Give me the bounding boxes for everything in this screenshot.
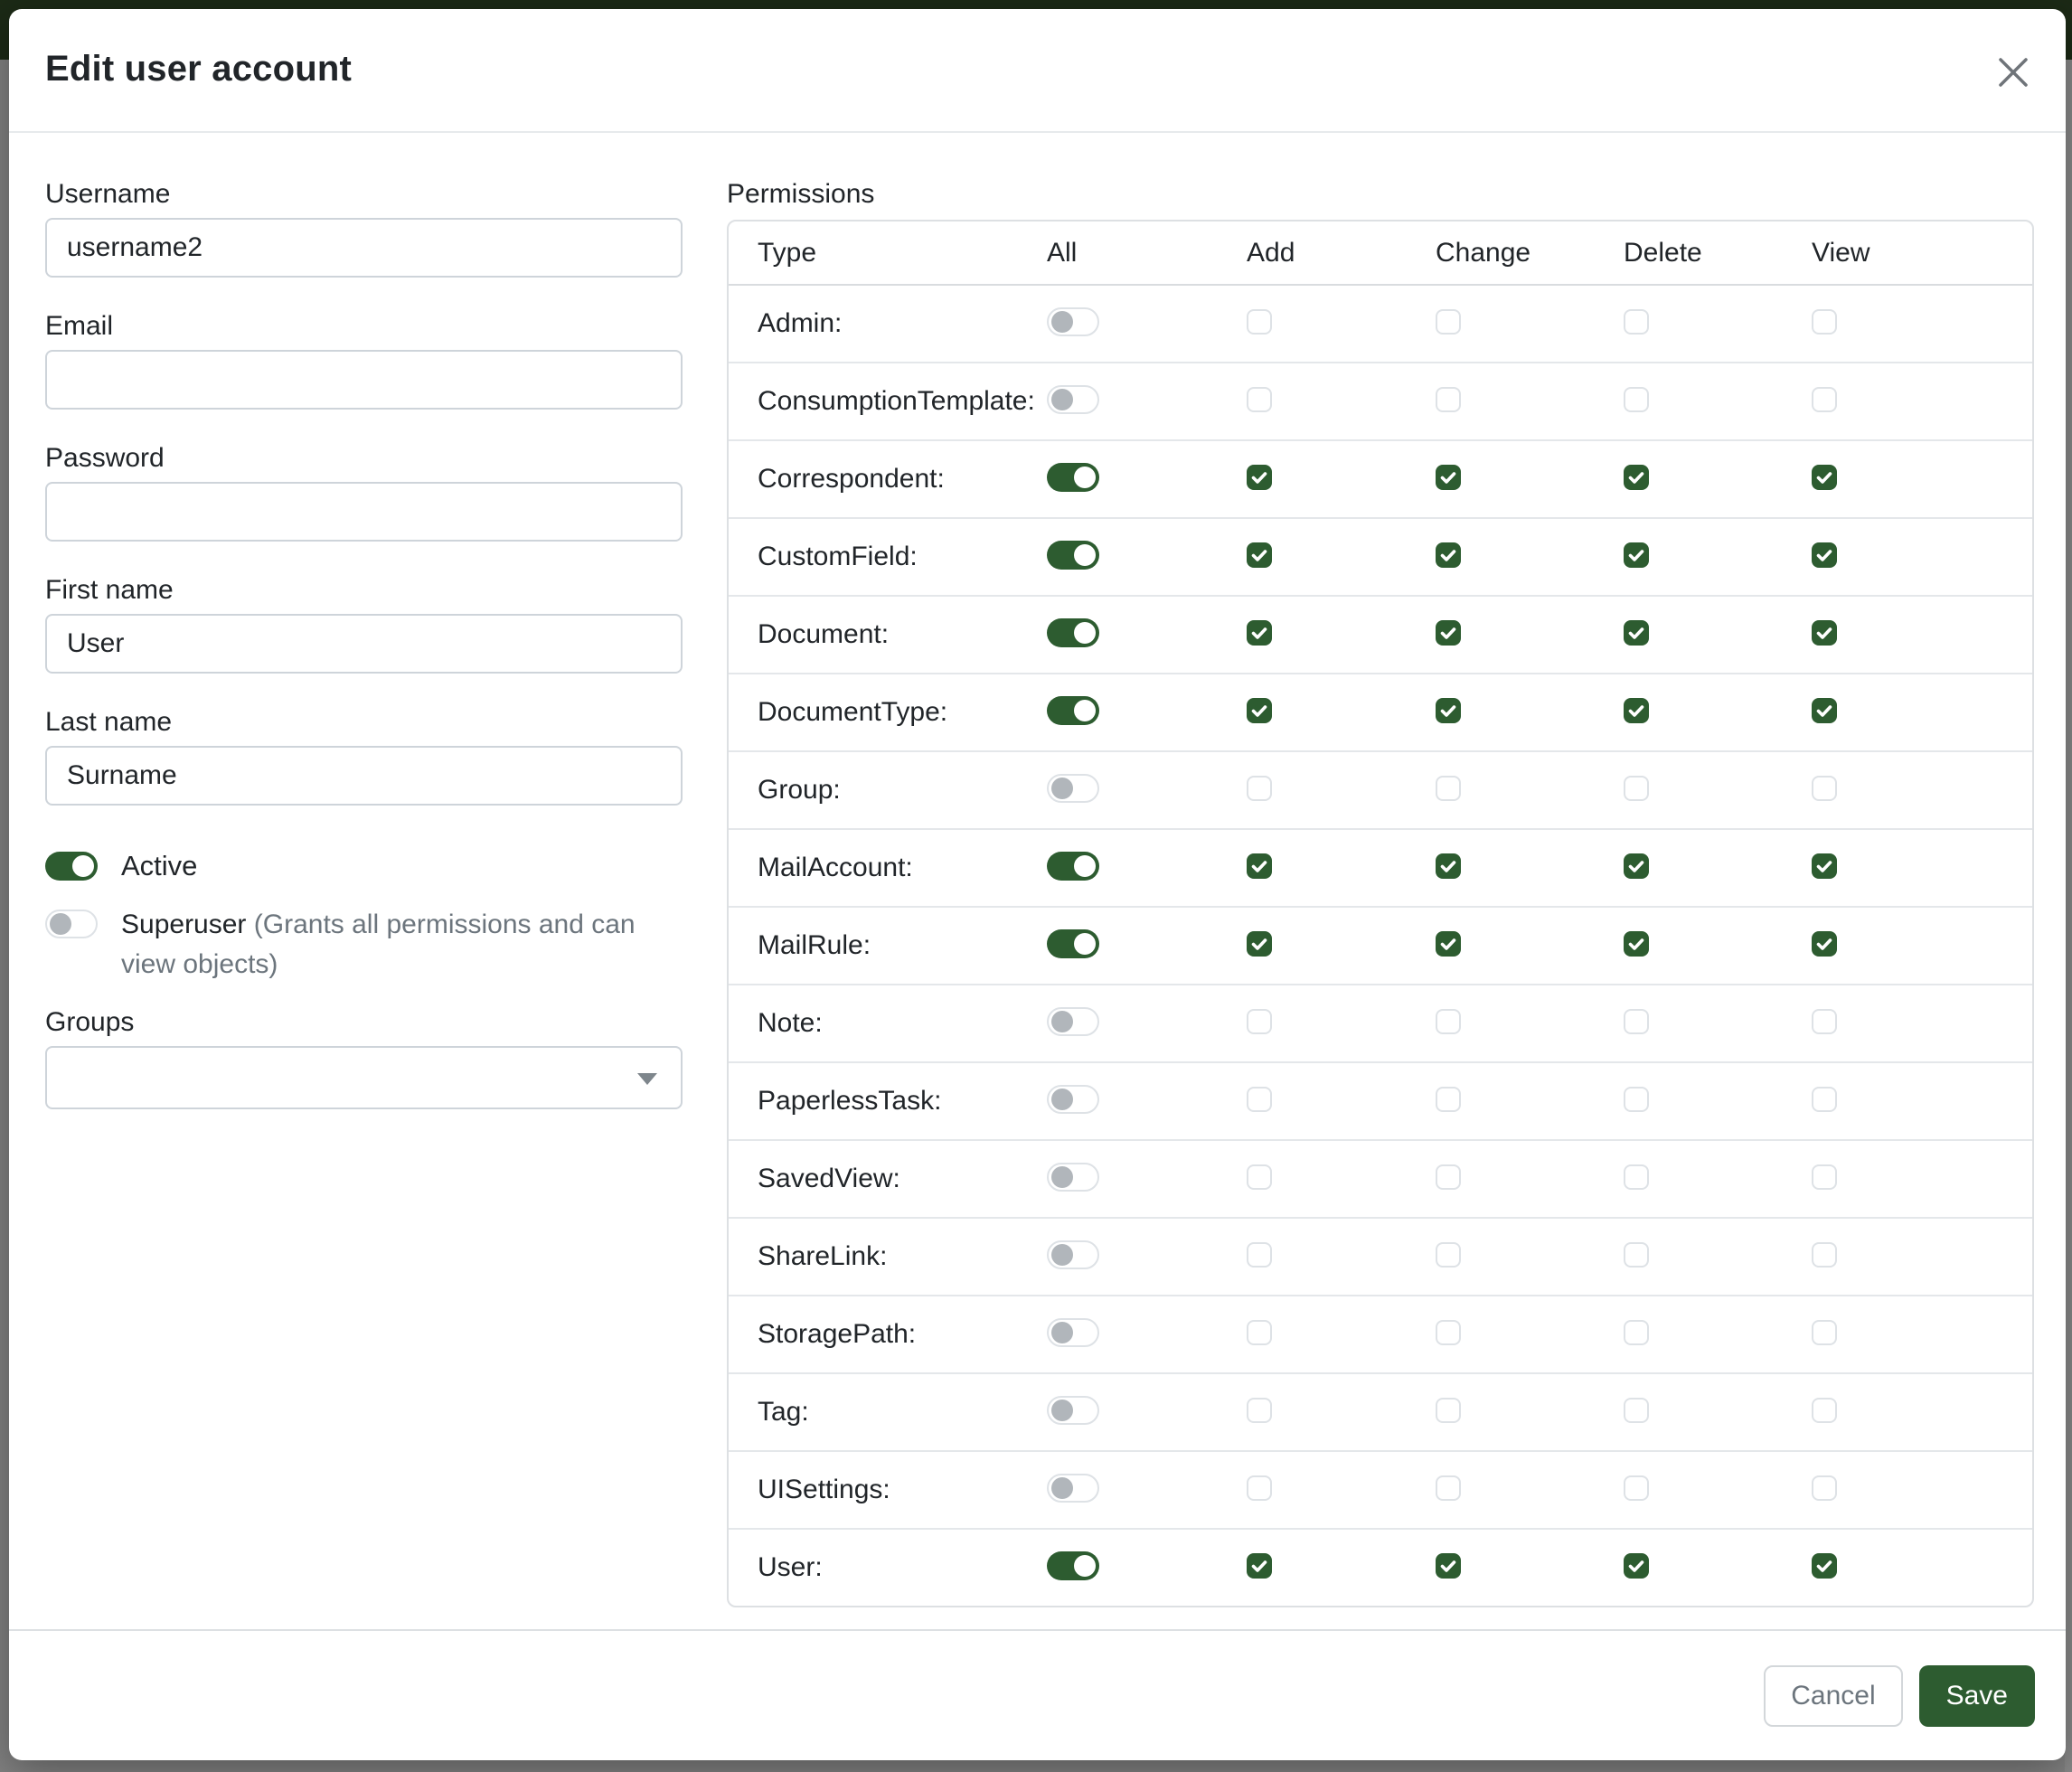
permission-all-toggle[interactable] [1047, 1396, 1099, 1425]
permission-type-label: Note: [758, 1008, 823, 1038]
permissions-label: Permissions [727, 179, 875, 209]
toggle-knob [1074, 933, 1096, 955]
permissions-header-row [729, 222, 2032, 286]
permission-add-checkbox[interactable] [1247, 1242, 1272, 1268]
close-button[interactable] [1993, 52, 2033, 92]
superuser-text [121, 905, 664, 985]
permission-add-checkbox[interactable] [1247, 1009, 1272, 1034]
permission-all-toggle[interactable] [1047, 1551, 1099, 1580]
permission-row [729, 1530, 2032, 1606]
email-input[interactable] [45, 350, 683, 410]
permission-add-checkbox[interactable] [1247, 465, 1272, 490]
permission-all-toggle[interactable] [1047, 1240, 1099, 1269]
permission-type-label: Document: [758, 619, 890, 649]
permission-all-toggle[interactable] [1047, 463, 1099, 492]
permission-add-checkbox[interactable] [1247, 542, 1272, 568]
permission-change-checkbox[interactable] [1436, 387, 1461, 412]
permission-type-label: Admin: [758, 308, 843, 338]
column-header-type: Type [758, 237, 817, 268]
username-label: Username [45, 179, 171, 209]
permission-change-checkbox[interactable] [1436, 1475, 1461, 1501]
last-name-field-group [45, 706, 683, 806]
permission-delete-checkbox[interactable] [1624, 931, 1649, 957]
permission-all-toggle[interactable] [1047, 1163, 1099, 1192]
permission-add-checkbox[interactable] [1247, 309, 1272, 335]
permission-type-label: SavedView: [758, 1164, 900, 1193]
permission-delete-checkbox[interactable] [1624, 1320, 1649, 1345]
permission-row [729, 1141, 2032, 1219]
permission-row [729, 1452, 2032, 1530]
permission-add-checkbox[interactable] [1247, 1398, 1272, 1423]
permission-delete-checkbox[interactable] [1624, 776, 1649, 801]
permission-add-checkbox[interactable] [1247, 1553, 1272, 1579]
active-toggle-row [45, 847, 683, 885]
page-scrollbar[interactable] [2065, 60, 2072, 1772]
toggle-knob [1051, 1011, 1073, 1032]
permission-row [729, 752, 2032, 830]
username-input[interactable] [45, 218, 683, 278]
permission-row [729, 830, 2032, 908]
cancel-button[interactable]: Cancel [1764, 1665, 1902, 1727]
permission-delete-checkbox[interactable] [1624, 620, 1649, 646]
permission-type-label: CustomField: [758, 542, 918, 571]
permission-change-checkbox[interactable] [1436, 853, 1461, 879]
save-button[interactable]: Save [1919, 1665, 2035, 1727]
dialog-footer [9, 1629, 2066, 1760]
permission-row [729, 1219, 2032, 1296]
permission-add-checkbox[interactable] [1247, 1475, 1272, 1501]
active-label: Active [121, 850, 198, 881]
last-name-input[interactable] [45, 746, 683, 806]
permission-all-toggle[interactable] [1047, 307, 1099, 336]
toggle-knob [1051, 1322, 1073, 1343]
permission-change-checkbox[interactable] [1436, 1320, 1461, 1345]
permission-view-checkbox[interactable] [1812, 698, 1837, 723]
permission-change-checkbox[interactable] [1436, 1164, 1461, 1190]
permission-all-toggle[interactable] [1047, 929, 1099, 958]
close-icon [1993, 52, 2033, 92]
toggle-knob [1051, 778, 1073, 799]
permission-add-checkbox[interactable] [1247, 853, 1272, 879]
active-toggle[interactable] [45, 852, 98, 881]
permission-row [729, 1296, 2032, 1374]
permission-delete-checkbox[interactable] [1624, 1087, 1649, 1112]
permission-view-checkbox[interactable] [1812, 309, 1837, 335]
permission-all-toggle[interactable] [1047, 852, 1099, 881]
permission-all-toggle[interactable] [1047, 774, 1099, 803]
permission-view-checkbox[interactable] [1812, 387, 1837, 412]
groups-select[interactable] [45, 1046, 683, 1109]
chevron-down-icon [637, 1073, 657, 1085]
groups-field-group [45, 1006, 683, 1109]
dialog-body [9, 133, 2066, 1607]
permission-row [729, 1063, 2032, 1141]
permission-view-checkbox[interactable] [1812, 931, 1837, 957]
edit-user-account-dialog [9, 9, 2066, 1760]
permission-row [729, 1374, 2032, 1452]
permission-all-toggle[interactable] [1047, 1007, 1099, 1036]
permission-type-label: PaperlessTask: [758, 1086, 942, 1116]
toggle-knob [1074, 700, 1096, 721]
dialog-title: Edit user account [45, 49, 353, 89]
permission-delete-checkbox[interactable] [1624, 853, 1649, 879]
permission-add-checkbox[interactable] [1247, 1164, 1272, 1190]
permission-change-checkbox[interactable] [1436, 1087, 1461, 1112]
permission-view-checkbox[interactable] [1812, 1398, 1837, 1423]
dialog-header [9, 9, 2066, 133]
permission-type-label: MailAccount: [758, 853, 913, 882]
superuser-hint: (Grants all permissions and can view objects) [121, 910, 636, 979]
permission-type-label: StoragePath: [758, 1319, 917, 1349]
permission-change-checkbox[interactable] [1436, 542, 1461, 568]
permission-change-checkbox[interactable] [1436, 1242, 1461, 1268]
permission-all-toggle[interactable] [1047, 1085, 1099, 1114]
permission-view-checkbox[interactable] [1812, 1164, 1837, 1190]
permission-row [729, 286, 2032, 363]
permission-delete-checkbox[interactable] [1624, 309, 1649, 335]
permission-all-toggle[interactable] [1047, 385, 1099, 414]
password-field-group [45, 442, 683, 542]
permission-view-checkbox[interactable] [1812, 542, 1837, 568]
column-header-add: Add [1247, 237, 1295, 268]
permission-view-checkbox[interactable] [1812, 465, 1837, 490]
superuser-toggle[interactable] [45, 910, 98, 938]
column-header-change: Change [1436, 237, 1531, 268]
permission-delete-checkbox[interactable] [1624, 1164, 1649, 1190]
superuser-toggle-row [45, 905, 683, 985]
permissions-table [727, 220, 2034, 1607]
permission-all-toggle[interactable] [1047, 1318, 1099, 1347]
permission-add-checkbox[interactable] [1247, 387, 1272, 412]
column-header-delete: Delete [1624, 237, 1702, 268]
permission-delete-checkbox[interactable] [1624, 1553, 1649, 1579]
permission-row [729, 363, 2032, 441]
permission-delete-checkbox[interactable] [1624, 465, 1649, 490]
permission-change-checkbox[interactable] [1436, 1553, 1461, 1579]
permission-add-checkbox[interactable] [1247, 698, 1272, 723]
permission-row [729, 597, 2032, 674]
permission-type-label: Correspondent: [758, 464, 945, 494]
password-label: Password [45, 443, 165, 473]
toggle-knob [1051, 1400, 1073, 1421]
toggle-knob [1051, 389, 1073, 410]
permission-delete-checkbox[interactable] [1624, 387, 1649, 412]
permission-add-checkbox[interactable] [1247, 1320, 1272, 1345]
email-label: Email [45, 311, 114, 341]
permission-view-checkbox[interactable] [1812, 1087, 1837, 1112]
permission-add-checkbox[interactable] [1247, 776, 1272, 801]
user-form [45, 178, 683, 1607]
permission-type-label: UISettings: [758, 1475, 890, 1504]
toggle-knob [1051, 1089, 1073, 1110]
first-name-label: First name [45, 575, 174, 605]
permission-all-toggle[interactable] [1047, 1474, 1099, 1503]
toggle-knob [1074, 544, 1096, 566]
column-header-view: View [1812, 237, 1870, 268]
first-name-field-group [45, 574, 683, 674]
permission-all-toggle[interactable] [1047, 696, 1099, 725]
permission-view-checkbox[interactable] [1812, 620, 1837, 646]
permission-change-checkbox[interactable] [1436, 465, 1461, 490]
permission-change-checkbox[interactable] [1436, 776, 1461, 801]
toggle-knob [1051, 1244, 1073, 1266]
permission-view-checkbox[interactable] [1812, 1475, 1837, 1501]
toggle-knob [1074, 855, 1096, 877]
toggle-knob [1074, 1555, 1096, 1577]
toggle-knob [1074, 467, 1096, 488]
password-input[interactable] [45, 482, 683, 542]
permission-change-checkbox[interactable] [1436, 1009, 1461, 1034]
permission-row [729, 985, 2032, 1063]
permission-delete-checkbox[interactable] [1624, 1398, 1649, 1423]
toggle-knob [1051, 1166, 1073, 1188]
groups-label: Groups [45, 1007, 135, 1037]
permission-delete-checkbox[interactable] [1624, 542, 1649, 568]
permission-row [729, 674, 2032, 752]
permission-type-label: DocumentType: [758, 697, 948, 727]
permission-view-checkbox[interactable] [1812, 1553, 1837, 1579]
permission-delete-checkbox[interactable] [1624, 1009, 1649, 1034]
permission-type-label: ShareLink: [758, 1241, 888, 1271]
permission-delete-checkbox[interactable] [1624, 1475, 1649, 1501]
permission-all-toggle[interactable] [1047, 618, 1099, 647]
permission-row [729, 441, 2032, 519]
username-field-group [45, 178, 683, 278]
permission-type-label: User: [758, 1552, 823, 1582]
permission-add-checkbox[interactable] [1247, 620, 1272, 646]
permission-view-checkbox[interactable] [1812, 776, 1837, 801]
permission-view-checkbox[interactable] [1812, 853, 1837, 879]
permission-change-checkbox[interactable] [1436, 309, 1461, 335]
permission-delete-checkbox[interactable] [1624, 698, 1649, 723]
permission-change-checkbox[interactable] [1436, 931, 1461, 957]
last-name-label: Last name [45, 707, 173, 737]
permission-change-checkbox[interactable] [1436, 698, 1461, 723]
superuser-label: Superuser [121, 910, 247, 939]
permission-add-checkbox[interactable] [1247, 1087, 1272, 1112]
toggle-knob [1051, 311, 1073, 333]
toggle-knob [50, 913, 71, 935]
toggle-knob [1074, 622, 1096, 644]
permission-change-checkbox[interactable] [1436, 1398, 1461, 1423]
toggle-knob [72, 855, 94, 877]
email-field-group [45, 310, 683, 410]
permission-type-label: Tag: [758, 1397, 809, 1427]
first-name-input[interactable] [45, 614, 683, 674]
permission-delete-checkbox[interactable] [1624, 1242, 1649, 1268]
permissions-section [727, 178, 2034, 1607]
permission-add-checkbox[interactable] [1247, 931, 1272, 957]
permission-change-checkbox[interactable] [1436, 620, 1461, 646]
permission-view-checkbox[interactable] [1812, 1242, 1837, 1268]
permission-view-checkbox[interactable] [1812, 1009, 1837, 1034]
permission-row [729, 519, 2032, 597]
permission-view-checkbox[interactable] [1812, 1320, 1837, 1345]
toggle-knob [1051, 1477, 1073, 1499]
permission-type-label: Group: [758, 775, 841, 805]
permission-row [729, 908, 2032, 985]
permission-all-toggle[interactable] [1047, 541, 1099, 570]
permission-type-label: ConsumptionTemplate: [758, 386, 1035, 416]
permission-type-label: MailRule: [758, 930, 871, 960]
column-header-all: All [1047, 237, 1078, 268]
